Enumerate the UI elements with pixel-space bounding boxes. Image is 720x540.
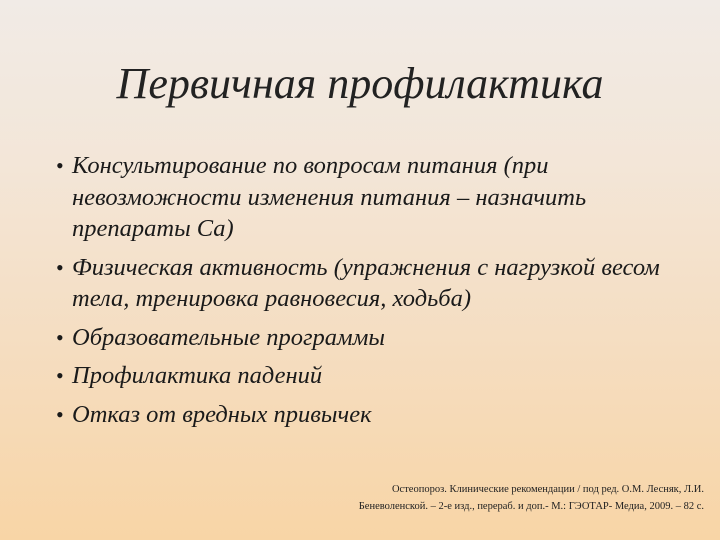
bullet-marker: • xyxy=(56,401,64,427)
bullet-marker: • xyxy=(56,254,64,280)
slide-title: Первичная профилактика xyxy=(116,59,604,108)
citation xyxy=(234,481,704,515)
bullet-item xyxy=(56,150,666,245)
bullet-marker: • xyxy=(56,324,64,350)
bullet-item xyxy=(56,252,666,315)
bullet-marker: • xyxy=(56,363,64,388)
bullet-item xyxy=(56,322,666,354)
bullet-item xyxy=(56,399,666,431)
bullet-item xyxy=(56,360,666,392)
bullet-text: Отказ от вредных привычек xyxy=(72,400,372,428)
bullet-text: Профилактика падений xyxy=(72,362,323,389)
bullet-text: Физическая активность (упражнения с нагрузкой весом тела, тренировка равновесия, ходьба) xyxy=(72,253,660,312)
bullet-marker: • xyxy=(56,153,64,178)
citation-line: Беневоленской. – 2-е изд., перераб. и доп.- М.: ГЭОТАР- Медиа, 2009. – 82 с. xyxy=(358,501,704,512)
citation-line: Остеопороз. Клинические рекомендации / под ред. О.М. Лесняк, Л.И. xyxy=(391,484,704,495)
bullet-list xyxy=(56,150,666,437)
bullet-text: Образовательные программы xyxy=(72,323,385,351)
bullet-text: Консультирование по вопросам питания (при невозможности изменения питания – назначить препараты Са) xyxy=(72,152,587,242)
